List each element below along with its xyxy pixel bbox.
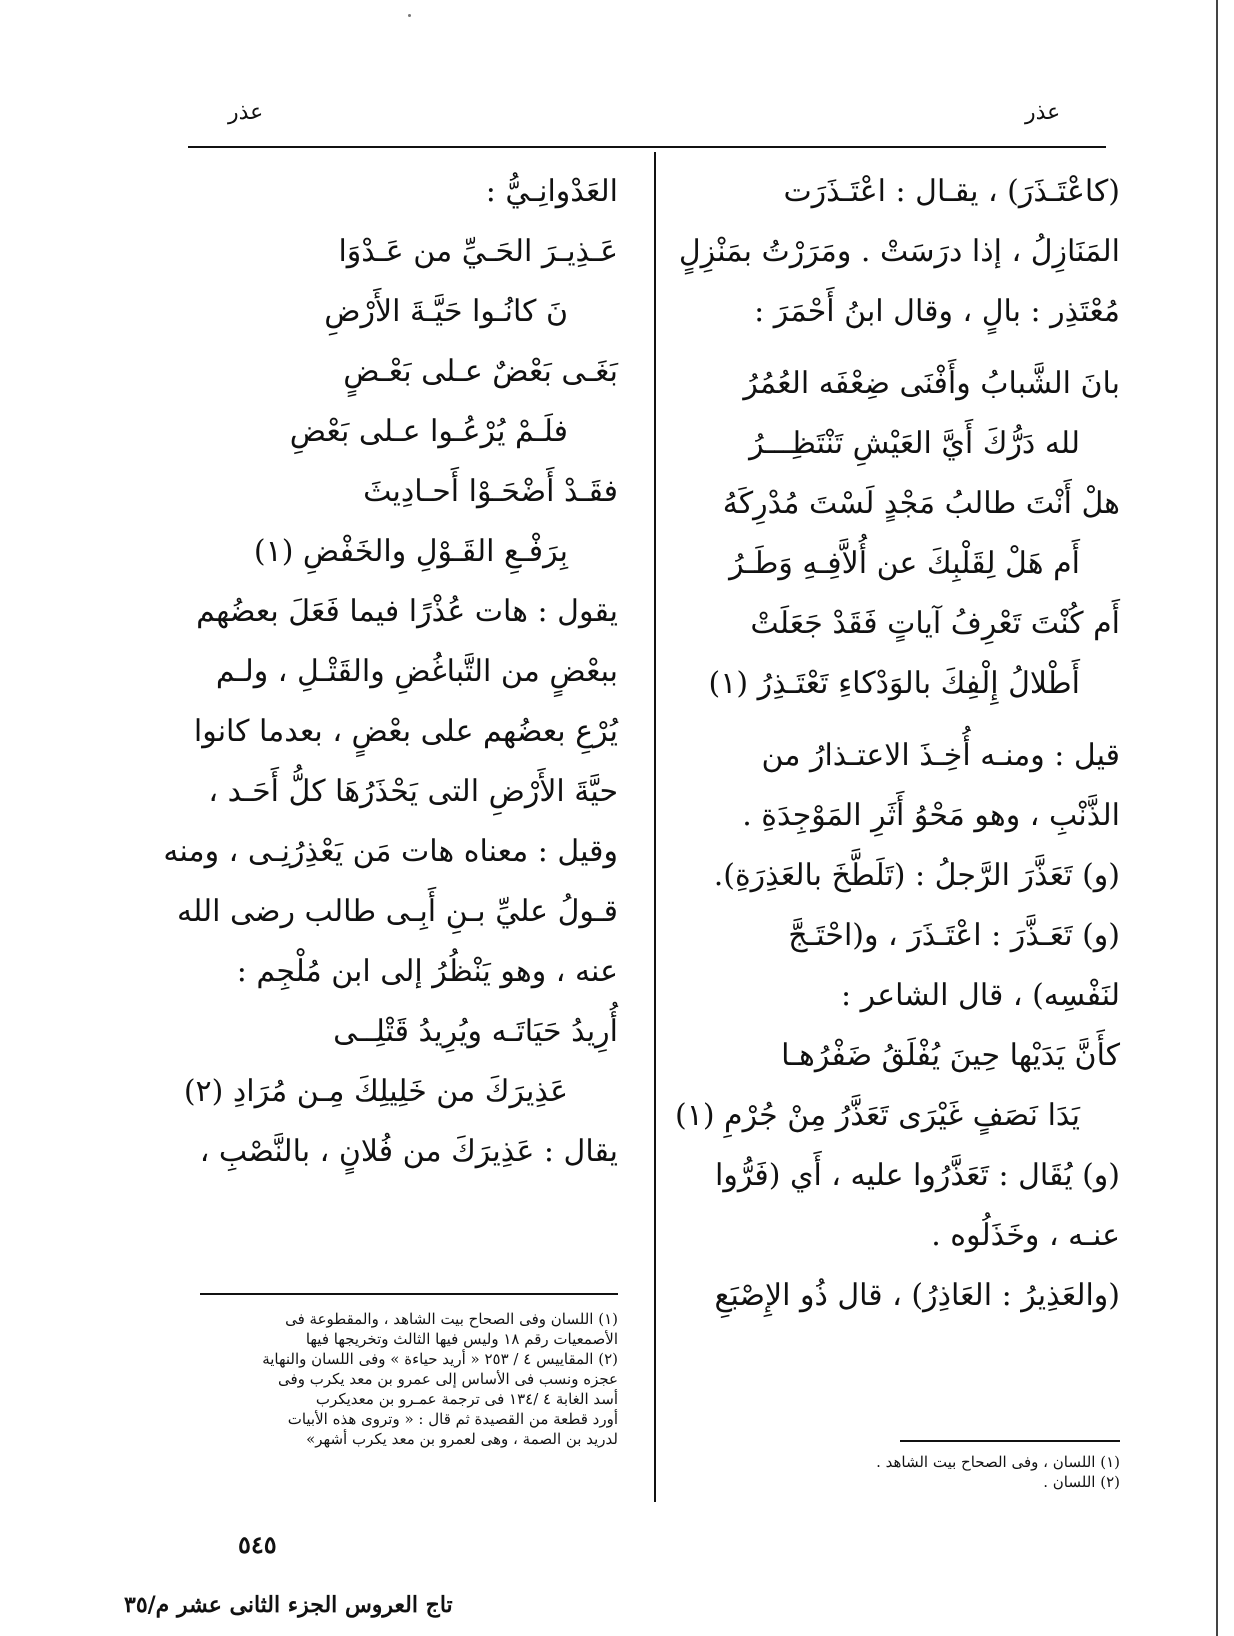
verse-line: أَطْلالُ إِلْفِكَ بالوَدْكاءِ تَعْتَـذِرُ (١)	[708, 666, 1080, 701]
column-divider	[654, 152, 656, 1502]
verse-line: بَغَـى بَعْضٌ عـلى بَعْـضٍ	[343, 354, 618, 389]
text-line: (والعَذِيرُ : العَاذِرُ) ، قال ذُو الإِصْبَعِ	[714, 1278, 1120, 1313]
footnote-rule	[900, 1440, 1120, 1442]
text-line: (و) يُقَال : تَعَذَّرُوا عليه ، أَي (فَرُّوا	[715, 1158, 1120, 1193]
verse-line: لله دَرُّكَ أَيَّ العَيْشِ تَنْتَظِـــرُ	[749, 426, 1080, 461]
footnote: أورد قطعة من القصيدة ثم قال : « وتروى هذه الأبيات	[287, 1410, 618, 1428]
right-footnotes	[690, 1440, 1120, 1492]
footnote: الأصمعيات رقم ١٨ وليس فيها الثالث وتخريجها فيها	[305, 1330, 618, 1348]
text-line: قيل : ومنـه أُخِـذَ الاعتـذارُ من	[761, 738, 1120, 773]
text-line: (كاعْتَـذَرَ) ، يقـال : اعْتَـذَرَت	[783, 174, 1120, 209]
right-column	[674, 162, 1120, 1326]
text-line: حيَّةَ الأَرْضِ التى يَحْذَرُهَا كلُّ أَحَـد ،	[208, 774, 618, 809]
scan-speck	[408, 14, 411, 17]
text-line: العَدْوانِـيُّ :	[485, 174, 618, 209]
verse-line: يَدَا نَصَفٍ غَيْرَى تَعَذَّرُ مِنْ جُرْمِ (١)	[674, 1098, 1080, 1133]
spacer	[690, 342, 1120, 354]
left-column	[163, 162, 618, 1182]
text-line: يقول : هات عُذْرًا فيما فَعَلَ بعضُهم	[196, 594, 618, 629]
book-footer: تاج العروس الجزء الثانى عشر م/٣٥	[124, 1592, 453, 1618]
text-line: يُرْعِ بعضُهم على بعْضٍ ، بعدما كانوا	[193, 714, 618, 749]
verse-line: أَم كُنْتَ تَعْرِفُ آياتٍ فَقَدْ جَعَلَتْ	[750, 606, 1120, 641]
footnote: عجزه ونسب فى الأساس إلى عمرو بن معد يكرب وفى	[278, 1370, 618, 1388]
text-line: عنه ، وهو يَنْظُرُ إلى ابن مُلْجِم :	[236, 954, 618, 989]
footnote: (١) اللسان وفى الصحاح بيت الشاهد ، والمقطوعة فى	[285, 1310, 618, 1328]
footnote: (٢) اللسان .	[1043, 1473, 1120, 1491]
spacer	[690, 714, 1120, 726]
footnote: لدريد بن الصمة ، وهى لعمرو بن معد يكرب أشهر»	[306, 1430, 618, 1448]
verse-line: أَم هَلْ لِقَلْبِكَ عن أُلاَّفِـهِ وَطَـرُ	[729, 546, 1080, 581]
verse-line: أُرِيدُ حَيَاتَـه ويُرِيدُ قَتْلِــى	[333, 1014, 618, 1049]
page-edge-line	[1216, 0, 1218, 1636]
text-line: (و) تَعَـذَّرَ : اعْتَـذَرَ ، و(احْتَـجَّ	[788, 918, 1120, 953]
text-line: قـولُ عليِّ بـنِ أَبِـى طالب رضى الله	[176, 894, 618, 929]
footnote-rule	[200, 1293, 618, 1295]
verse-line: نَ كانُـوا حَيَّـةَ الأَرْضِ	[324, 294, 568, 329]
verse-line: عَـذِيـرَ الحَـيِّ من عَـدْوَا	[338, 234, 618, 269]
text-line: مُعْتَذِر : بالٍ ، وقال ابنُ أَحْمَرَ :	[754, 294, 1120, 329]
header-left-word: عذر	[228, 100, 264, 125]
footnote: (١) اللسان ، وفى الصحاح بيت الشاهد .	[876, 1453, 1120, 1471]
verse-line: بانَ الشَّبابُ وأَفْنَى ضِعْفَه العُمُرُ	[743, 366, 1120, 401]
header-rule	[188, 146, 1106, 148]
text-line: يقال : عَذِيرَكَ من فُلانٍ ، بالنَّصْبِ ،	[199, 1134, 618, 1169]
text-line: ببعْضٍ من التَّباغُضِ والقَتْـلِ ، ولـم	[215, 654, 618, 689]
header-right-word: عذر	[1025, 100, 1061, 125]
footnote: أسد الغابة ٤ /١٣٤ فى ترجمة عمـرو بن معديكرب	[315, 1390, 618, 1408]
left-footnotes	[188, 1293, 618, 1449]
footnote: (٢) المقاييس ٤ / ٢٥٣ « أريد حياءة » وفى اللسان والنهاية	[262, 1350, 618, 1368]
text-line: (و) تَعَذَّرَ الرَّجلُ : (تَلَطَّخَ بالعَذِرَةِ).	[713, 858, 1120, 893]
verse-line: هلْ أَنْتَ طالبُ مَجْدٍ لَسْتَ مُدْرِكَهُ	[722, 486, 1120, 521]
verse-line: فقَـدْ أَضْحَـوْا أَحـادِيثَ	[363, 474, 618, 509]
page-number: ٥٤٥	[238, 1530, 277, 1559]
text-line: المَنَازِلُ ، إذا درَسَتْ . ومَرَرْتُ بمَنْزِلٍ	[678, 234, 1120, 269]
verse-line: فلَـمْ يُرْعُـوا عـلى بَعْضِ	[289, 414, 568, 449]
verse-line: بِرَفْـعِ القَـوْلِ والخَفْضِ (١)	[253, 534, 568, 569]
text-line: لنَفْسِه) ، قال الشاعر :	[841, 978, 1120, 1013]
verse-line: كأَنَّ يَدَيْها حِينَ يُفْلَقُ ضَفْرُهـا	[781, 1038, 1120, 1073]
text-line: الذَّنْبِ ، وهو مَحْوُ أَثَرِ المَوْجِدَةِ .	[742, 798, 1120, 833]
verse-line: عَذِيرَكَ من خَلِيلِكَ مِـن مُرَادِ (٢)	[183, 1074, 568, 1109]
text-line: وقيل : معناه هات مَن يَعْذِرُنِـى ، ومنه	[163, 834, 618, 869]
text-line: عنـه ، وخَذَلُوه .	[931, 1218, 1120, 1253]
